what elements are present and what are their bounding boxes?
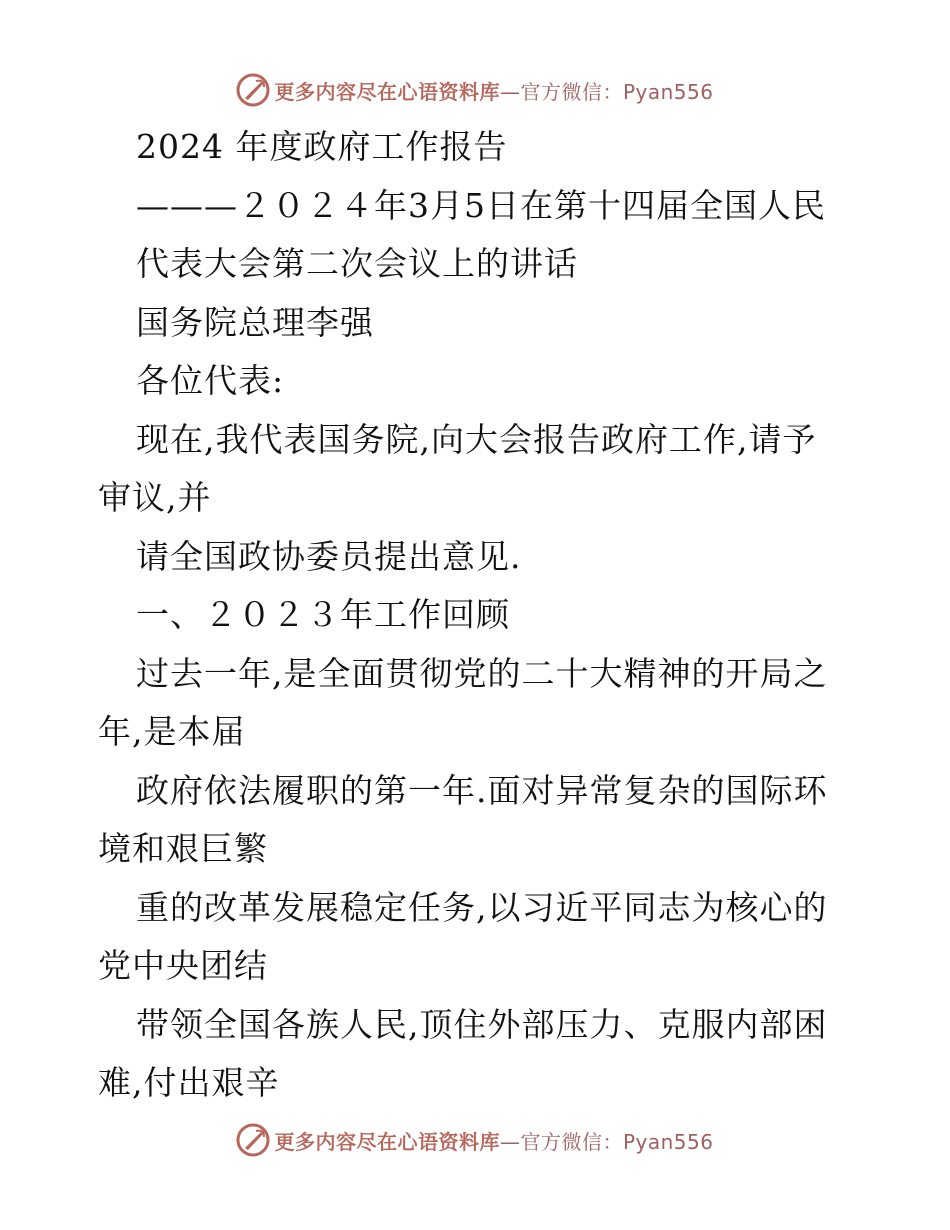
watermark-sub: 官方微信：Pyan556 [520, 79, 714, 104]
doc-paragraph-line: 党中央团结 [98, 946, 268, 985]
watermark-text [274, 76, 713, 105]
watermark-text [274, 1126, 713, 1155]
watermark-main: 更多内容尽在心语资料库 [274, 79, 500, 104]
doc-paragraph-line: 重的改革发展稳定任务,以习近平同志为核心的 [136, 887, 828, 927]
watermark-dash: — [499, 1129, 521, 1154]
quill-logo-icon [236, 73, 270, 107]
doc-author: 国务院总理李强 [136, 302, 374, 342]
doc-paragraph-line: 现在,我代表国务院,向大会报告政府工作,请予 [136, 419, 817, 459]
watermark-sub: 官方微信：Pyan556 [520, 1129, 714, 1154]
doc-subtitle-line-2: 代表大会第二次会议上的讲话 [136, 244, 578, 283]
doc-paragraph-line: 难,付出艰辛 [98, 1063, 280, 1102]
doc-paragraph-line: 带领全国各族人民,顶住外部压力、克服内部困 [136, 1004, 828, 1044]
doc-salutation: 各位代表: [136, 361, 285, 400]
doc-section-heading: 一、２０２３年工作回顾 [136, 595, 510, 634]
footer-watermark [0, 1120, 950, 1160]
doc-subtitle-line-1: ———２０２４年3月5日在第十四届全国人民 [136, 185, 826, 225]
doc-paragraph-line: 请全国政协委员提出意见. [136, 536, 522, 576]
watermark-main: 更多内容尽在心语资料库 [274, 1129, 500, 1154]
doc-paragraph-line: 政府依法履职的第一年.面对异常复杂的国际环 [136, 770, 828, 810]
doc-paragraph-line: 境和艰巨繁 [98, 829, 268, 868]
doc-title: 2024 年度政府工作报告 [136, 127, 508, 166]
quill-logo-icon [236, 1123, 270, 1157]
header-watermark [0, 70, 950, 110]
doc-paragraph-line: 审议,并 [98, 478, 212, 517]
watermark-dash: — [499, 79, 521, 104]
doc-paragraph-line: 年,是本届 [98, 712, 246, 751]
document-body [98, 118, 868, 1113]
doc-paragraph-line: 过去一年,是全面贯彻党的二十大精神的开局之 [136, 653, 828, 693]
